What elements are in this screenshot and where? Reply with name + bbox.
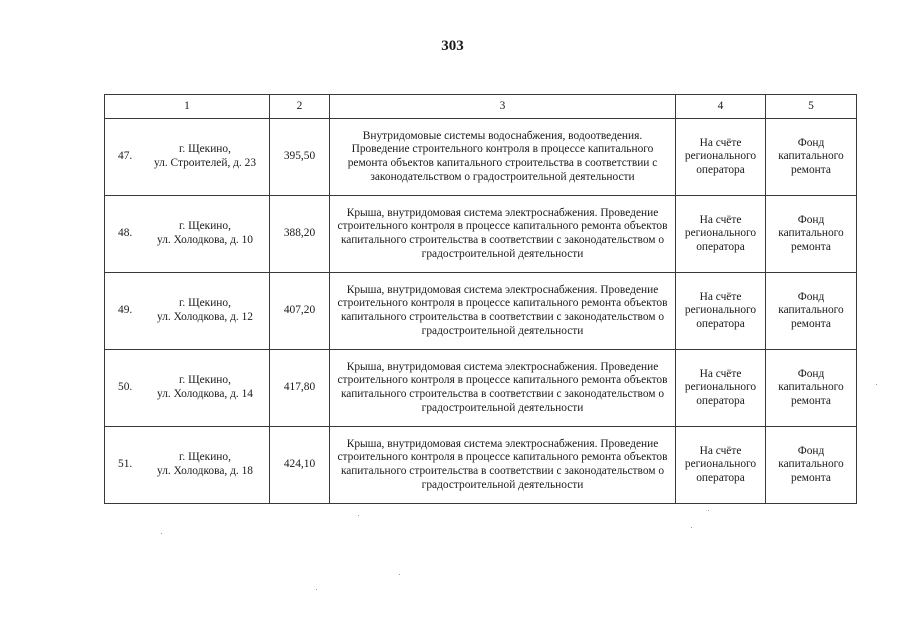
area-cell: 424,10 <box>270 427 330 504</box>
works-cell: Крыша, внутридомовая система электроснабжения. Проведение строительного контроля в процессе капитального ремонта объектов капитального строительства в соответствии с законодательством о градостроительной деятельности <box>330 350 676 427</box>
address-cell <box>105 196 270 273</box>
address-cell <box>105 427 270 504</box>
address-line-city: г. Щекино, <box>179 220 231 233</box>
row-number: 51. <box>118 458 133 471</box>
address-line-city: г. Щекино, <box>179 143 231 156</box>
scan-speck <box>399 574 400 575</box>
row-number: 48. <box>118 227 133 240</box>
source-cell: Фонд капитального ремонта <box>766 427 857 504</box>
column-header-4: 4 <box>676 95 766 119</box>
source-cell: Фонд капитального ремонта <box>766 119 857 196</box>
works-cell: Крыша, внутридомовая система электроснабжения. Проведение строительного контроля в процессе капитального ремонта объектов капитального строительства в соответствии с законодательством о градостроительной деятельности <box>330 273 676 350</box>
area-cell: 407,20 <box>270 273 330 350</box>
address-line-street: ул. Холодкова, д. 18 <box>157 465 253 477</box>
table-row <box>105 273 857 350</box>
table-row <box>105 119 857 196</box>
area-cell: 417,80 <box>270 350 330 427</box>
address-line-city: г. Щекино, <box>179 297 231 310</box>
row-number: 47. <box>118 150 133 163</box>
scan-speck <box>358 515 359 516</box>
works-cell: Крыша, внутридомовая система электроснабжения. Проведение строительного контроля в процессе капитального ремонта объектов капитального строительства в соответствии с законодательством о градостроительной деятельности <box>330 196 676 273</box>
scan-speck <box>316 589 317 590</box>
source-cell: Фонд капитального ремонта <box>766 273 857 350</box>
address-line-street: ул. Холодкова, д. 12 <box>157 311 253 323</box>
scan-speck <box>708 510 709 511</box>
header-row <box>105 95 857 119</box>
area-cell: 388,20 <box>270 196 330 273</box>
address-line-city: г. Щекино, <box>179 374 231 387</box>
address-line-street: ул. Холодкова, д. 14 <box>157 388 253 400</box>
column-header-1: 1 <box>105 95 270 119</box>
source-cell: Фонд капитального ремонта <box>766 350 857 427</box>
scan-speck <box>691 527 692 528</box>
column-header-3: 3 <box>330 95 676 119</box>
account-cell: На счёте регионального оператора <box>676 273 766 350</box>
repair-table <box>104 94 857 504</box>
account-cell: На счёте регионального оператора <box>676 119 766 196</box>
address-line-street: ул. Строителей, д. 23 <box>153 157 257 169</box>
area-cell: 395,50 <box>270 119 330 196</box>
table-row <box>105 196 857 273</box>
address-line-street: ул. Холодкова, д. 10 <box>157 234 253 246</box>
address-cell <box>105 119 270 196</box>
source-cell: Фонд капитального ремонта <box>766 196 857 273</box>
works-cell: Внутридомовые системы водоснабжения, водоотведения. Проведение строительного контроля в процессе капитального ремонта объектов капитального строительства в соответствии с законодательством о градостроительной деятельности <box>330 119 676 196</box>
table-row <box>105 427 857 504</box>
page-number: 303 <box>441 38 464 54</box>
scan-speck <box>876 384 877 385</box>
row-number: 50. <box>118 381 133 394</box>
column-header-5: 5 <box>766 95 857 119</box>
works-cell: Крыша, внутридомовая система электроснабжения. Проведение строительного контроля в процессе капитального ремонта объектов капитального строительства в соответствии с законодательством о градостроительной деятельности <box>330 427 676 504</box>
scan-speck <box>161 533 162 534</box>
account-cell: На счёте регионального оператора <box>676 196 766 273</box>
account-cell: На счёте регионального оператора <box>676 350 766 427</box>
address-cell <box>105 273 270 350</box>
table-row <box>105 350 857 427</box>
row-number: 49. <box>118 304 133 317</box>
address-cell <box>105 350 270 427</box>
address-line-city: г. Щекино, <box>179 451 231 464</box>
column-header-2: 2 <box>270 95 330 119</box>
account-cell: На счёте регионального оператора <box>676 427 766 504</box>
